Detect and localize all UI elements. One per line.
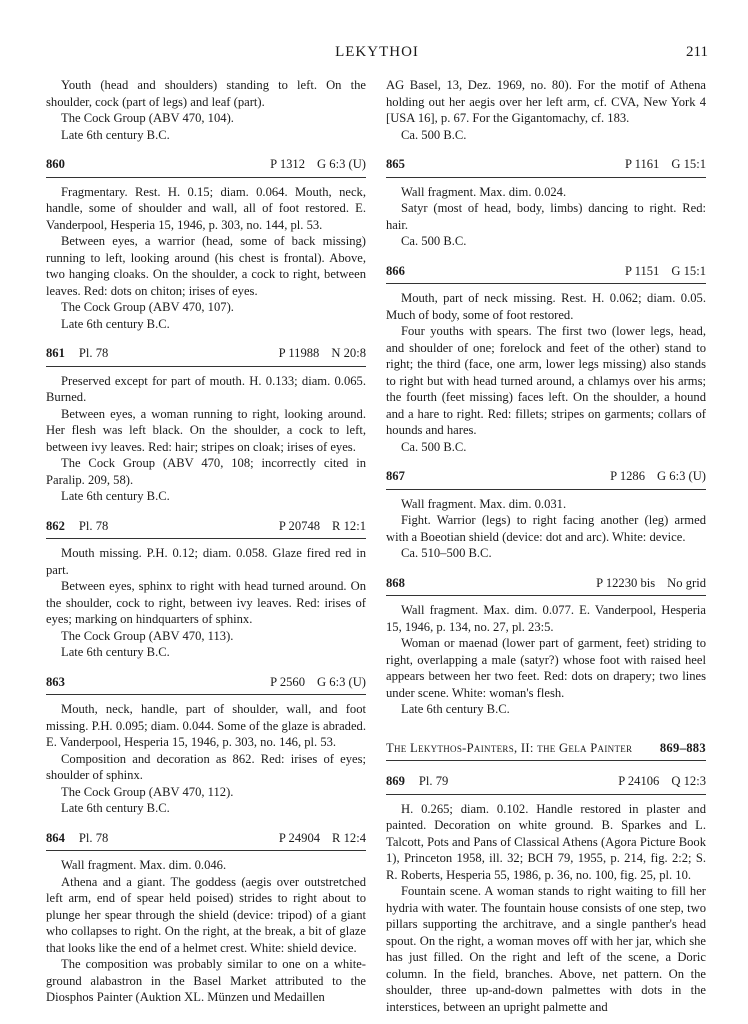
entry-decoration: Between eyes, sphinx to right with head turned around. On the shoulder, cock to right, between ivy leaves. Red: irises of eyes; marking on hindquarters of sphinx. bbox=[46, 579, 366, 626]
entry-inventory: P 1312 bbox=[270, 157, 306, 171]
entry-attribution: The Cock Group (ABV 470, 107). bbox=[61, 300, 234, 314]
entry-attribution: The Cock Group (ABV 470, 112). bbox=[61, 784, 234, 799]
entry-number: 864 bbox=[46, 830, 65, 845]
entry-header bbox=[46, 674, 366, 691]
entry-grid: G 6:3 (U) bbox=[317, 157, 366, 171]
entry-number: 862 bbox=[46, 518, 65, 533]
entry-description: Mouth missing. P.H. 0.12; diam. 0.058. Glaze fired red in part. bbox=[46, 546, 366, 577]
entry-inventory: P 20748 bbox=[278, 518, 321, 533]
entry-rule bbox=[46, 694, 366, 695]
entry-date: Ca. 500 B.C. bbox=[401, 439, 467, 454]
entry-rule bbox=[386, 283, 706, 284]
entry-decoration: Athena and a giant. The goddess (aegis over outstretched left arm, end of spear held poised) strides to right about to plunge her spear through the shield (device: tripod) of a giant who collapses to right. On the right, at the break, a bit of glaze that looks like the end of a helmet crest. White: shield device. bbox=[46, 874, 366, 955]
entry-date: Late 6th century B.C. bbox=[61, 316, 170, 331]
entry-plate: Pl. 78 bbox=[78, 518, 109, 533]
entry-decoration: Satyr (most of head, body, limbs) dancing to right. Red: hair. bbox=[386, 201, 706, 232]
entry-rule bbox=[386, 794, 706, 795]
continued-attribution: The Cock Group (ABV 470, 104). bbox=[61, 111, 234, 125]
section-range: 869–883 bbox=[659, 740, 706, 755]
entry-grid: G 6:3 (U) bbox=[657, 469, 706, 483]
entry-number: 866 bbox=[386, 263, 405, 278]
entry-plate: Pl. 79 bbox=[418, 774, 449, 788]
entry-decoration: Between eyes, a warrior (head, some of back missing) running to left, looking around (his chest is frontal). Above, two hanging cloaks. On the shoulder, a cock to right, between leaves. Red: dots on chiton; irises of eyes. bbox=[46, 234, 366, 298]
entry-header bbox=[386, 575, 706, 592]
entry-date: Ca. 510–500 B.C. bbox=[401, 546, 492, 560]
entry-header bbox=[386, 468, 706, 485]
entry-description: Wall fragment. Max. dim. 0.031. bbox=[401, 496, 567, 511]
catalog-entry-863 bbox=[46, 674, 366, 817]
entry-grid: N 20:8 bbox=[331, 346, 366, 360]
entry-grid: G 15:1 bbox=[671, 263, 706, 278]
catalog-entry-861 bbox=[46, 345, 366, 505]
entry-decoration: Composition and decoration as 862. Red: irises of eyes; shoulder of sphinx. bbox=[46, 751, 366, 782]
entry-rule bbox=[46, 366, 366, 367]
section-rule bbox=[386, 760, 706, 761]
entry-attribution: The Cock Group (ABV 470, 108; incorrectly cited in Paralip. 209, 58). bbox=[46, 456, 366, 487]
entry-decoration: Woman or maenad (lower part of garment, feet) striding to right, overlapping a male (satyr?) whose foot with raised heel appears between her two feet. Red: dots on drapery; two lines under scene. White: woman's flesh. bbox=[386, 636, 706, 700]
entry-inventory: P 24106 bbox=[618, 774, 660, 788]
entry-number: 869 bbox=[386, 774, 405, 788]
catalog-entry-869 bbox=[386, 773, 706, 1015]
entry-description: Wall fragment. Max. dim. 0.077. E. Vanderpool, Hesperia 15, 1946, p. 134, no. 27, pl. 23:5. bbox=[386, 603, 706, 634]
entry-date: Late 6th century B.C. bbox=[61, 489, 170, 503]
entry-inventory: P 1286 bbox=[610, 469, 646, 483]
entry-number: 868 bbox=[386, 575, 405, 590]
entry-date: Ca. 500 B.C. bbox=[401, 234, 467, 248]
entry-decoration: Fight. Warrior (legs) to right facing another (leg) armed with a Boeotian shield (device: dot and arc). White: device. bbox=[386, 513, 706, 544]
catalog-entry-864 bbox=[46, 830, 366, 1006]
page-number: 211 bbox=[686, 44, 708, 60]
entry-description: H. 0.265; diam. 0.102. Handle restored in plaster and painted. Decoration on white ground. B. Sparkes and L. Talcott, Pots and Pans of Classical Athens (Agora Picture Book 1), Princeton 1958, ill. 32; BCH 79, 1955, p. 214, fig. 2:2; S. R. Roberts, Hesperia 55, 1986, p. 36, no. 100, fig. 25, pl. 10. bbox=[386, 801, 706, 882]
entry-number: 867 bbox=[386, 469, 405, 483]
catalog-entry-868 bbox=[386, 575, 706, 718]
running-title: LEKYTHOI bbox=[335, 44, 419, 60]
entry-inventory: P 24904 bbox=[278, 830, 321, 845]
entry-rule bbox=[386, 595, 706, 596]
entry-rule bbox=[46, 538, 366, 539]
entry-grid: G 6:3 (U) bbox=[317, 674, 366, 689]
entry-decoration: Four youths with spears. The first two (lower legs, head, and shoulder of one; forelock and feet of the other) stand to right; the third (face, one arm, lower legs missing) also stands to right but with head turned around, a chlamys over his arms; the fourth (feet missing) faces left. On the shoulder, a hound and a hare to right. Red: fillets; stripes on garments; collars of hounds and hares. bbox=[386, 324, 706, 437]
continued-date: Ca. 500 B.C. bbox=[401, 127, 467, 142]
continued-paragraph: Youth (head and shoulders) standing to left. On the shoulder, cock (part of legs) and leaf (part). bbox=[46, 78, 366, 109]
entry-description: Mouth, neck, handle, part of shoulder, wall, and foot missing. P.H. 0.095; diam. 0.044. Some of the glaze is abraded. E. Vanderpool, Hesperia 15, 1946, p. 303, no. 146, pl. 53. bbox=[46, 702, 366, 749]
entry-date: Late 6th century B.C. bbox=[401, 702, 510, 716]
left-column bbox=[46, 77, 366, 1006]
entry-rule bbox=[46, 177, 366, 178]
entry-decoration: Fountain scene. A woman stands to right waiting to fill her hydria with water. The fountain house consists of one step, two pillars supporting the architrave, and a single panther's head spout. On the right, a woman moves off with her jar, which she has just filled. On the right and left of the scene, a Doric column. In the field, branches. Above, net pattern. On the shoulder, three up-and-down palmettes with dots in the interstices, between an upright palmette and bbox=[386, 884, 706, 1014]
entry-rule bbox=[386, 177, 706, 178]
entry-grid: R 12:1 bbox=[332, 518, 366, 533]
entry-inventory: P 2560 bbox=[270, 674, 306, 689]
entry-rule bbox=[386, 489, 706, 490]
entry-header bbox=[386, 773, 706, 790]
catalog-entry-860 bbox=[46, 156, 366, 332]
entry-description: Wall fragment. Max. dim. 0.046. bbox=[61, 858, 227, 872]
entry-grid: R 12:4 bbox=[332, 830, 366, 845]
page-header bbox=[46, 44, 708, 66]
entry-inventory: P 1161 bbox=[624, 157, 660, 171]
catalog-entry-865 bbox=[386, 156, 706, 250]
entry-grid: Q 12:3 bbox=[671, 774, 706, 788]
section-title: The Lekythos-Painters, II: the Gela Painter bbox=[386, 740, 633, 755]
entry-header bbox=[46, 156, 366, 173]
entry-header bbox=[46, 518, 366, 535]
entry-inventory: P 1151 bbox=[624, 263, 660, 278]
right-column bbox=[386, 77, 706, 1015]
entry-plate: Pl. 78 bbox=[78, 346, 109, 360]
entry-inventory: P 12230 bis bbox=[596, 575, 656, 590]
entry-description: Preserved except for part of mouth. H. 0.133; diam. 0.065. Burned. bbox=[46, 373, 366, 404]
entry-comparison: The composition was probably similar to one on a white-ground alabastron in the Basel Market attributed to the Diosphos Painter (Auktion XL. Münzen und Medaillen bbox=[46, 957, 366, 1004]
entry-description: Fragmentary. Rest. H. 0.15; diam. 0.064. Mouth, neck, handle, some of shoulder and wall, all of foot restored. E. Vanderpool, Hesperia 15, 1946, p. 303, no. 144, pl. 53. bbox=[46, 184, 366, 232]
entry-number: 860 bbox=[46, 157, 65, 171]
entry-attribution: The Cock Group (ABV 470, 113). bbox=[61, 628, 234, 643]
entry-description: Wall fragment. Max. dim. 0.024. bbox=[401, 184, 567, 199]
entry-header bbox=[46, 345, 366, 362]
section-heading bbox=[386, 740, 706, 757]
entry-number: 863 bbox=[46, 674, 65, 689]
entry-grid: No grid bbox=[667, 575, 706, 590]
entry-date: Late 6th century B.C. bbox=[61, 645, 170, 659]
catalog-entry-866 bbox=[386, 263, 706, 456]
continued-paragraph: AG Basel, 13, Dez. 1969, no. 80). For the motif of Athena holding out her aegis over her left arm, cf. CVA, New York 4 [USA 16], p. 67. For the Gigantomachy, cf. 183. bbox=[386, 78, 706, 125]
entry-number: 861 bbox=[46, 346, 65, 360]
catalog-entry-867 bbox=[386, 468, 706, 562]
entry-inventory: P 11988 bbox=[278, 346, 320, 360]
entry-description: Mouth, part of neck missing. Rest. H. 0.062; diam. 0.05. Much of body, some of foot restored. bbox=[386, 291, 706, 322]
continued-date: Late 6th century B.C. bbox=[61, 127, 170, 142]
entry-plate: Pl. 78 bbox=[78, 830, 109, 845]
entry-rule bbox=[46, 850, 366, 851]
entry-header bbox=[386, 156, 706, 173]
catalog-entry-862 bbox=[46, 518, 366, 661]
entry-decoration: Between eyes, a woman running to right, looking around. Her flesh was left black. On the shoulder, a cock to left, between ivy leaves. Red: hair; stripes on cloak; irises of eyes. bbox=[46, 406, 366, 454]
entry-header bbox=[46, 830, 366, 847]
entry-number: 865 bbox=[386, 157, 405, 171]
entry-grid: G 15:1 bbox=[671, 157, 706, 171]
entry-date: Late 6th century B.C. bbox=[61, 801, 170, 815]
entry-header bbox=[386, 263, 706, 280]
